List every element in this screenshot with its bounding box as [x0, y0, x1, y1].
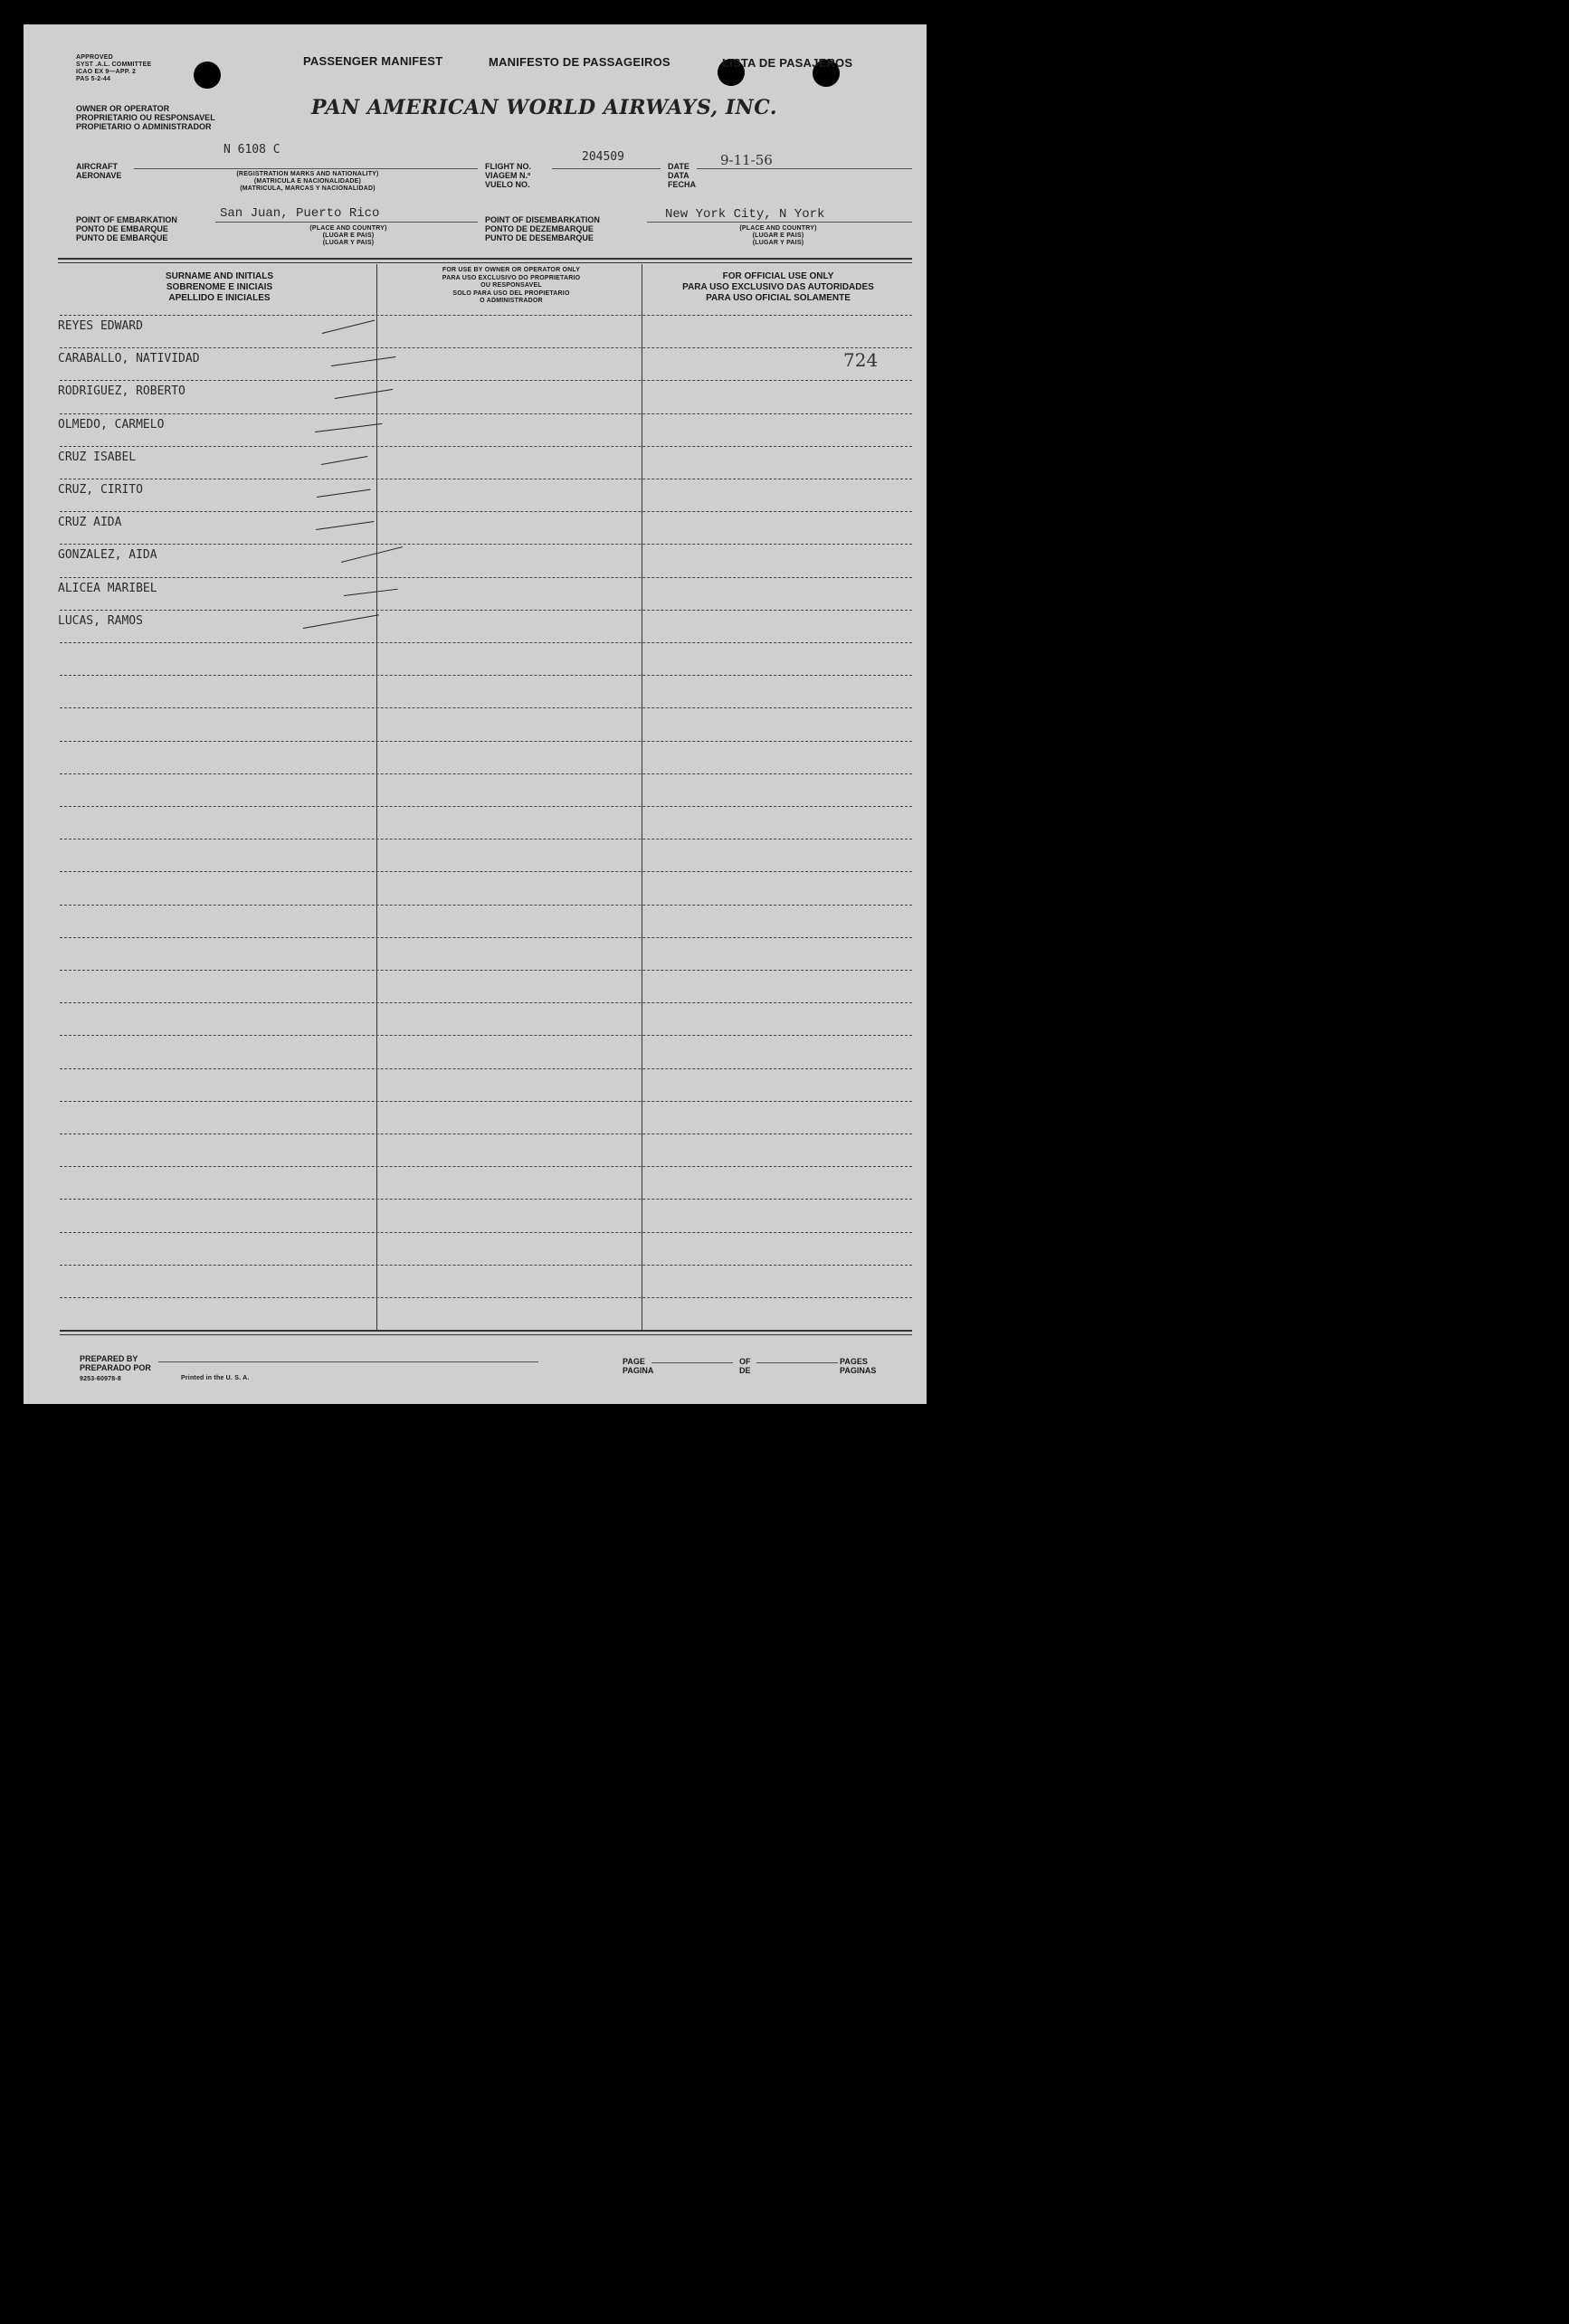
- column-header-surname-en: SURNAME AND INITIALS: [165, 271, 274, 281]
- disembarkation-label-es: PUNTO DE DESEMBARQUE: [485, 233, 594, 242]
- company-name: PAN AMERICAN WORLD AIRWAYS, INC.: [311, 96, 777, 119]
- title-en: PASSENGER MANIFEST: [303, 54, 443, 68]
- passenger-name: CRUZ AIDA: [58, 516, 122, 529]
- column-header-official-es: PARA USO OFICIAL SOLAMENTE: [706, 293, 851, 303]
- flight-label: [485, 162, 531, 189]
- disembarkation-sublabel-2: (LUGAR E PAIS): [752, 232, 804, 239]
- disembarkation-sublabel-3: (LUGAR Y PAIS): [752, 240, 804, 246]
- table-row-line: [60, 970, 912, 971]
- table-bottom-rule-1: [60, 1330, 912, 1332]
- table-row-line: [60, 1035, 912, 1036]
- prepared-label: [80, 1354, 151, 1372]
- of-label: [739, 1357, 751, 1375]
- page-line: [651, 1362, 733, 1363]
- passenger-name: RODRIGUEZ, ROBERTO: [58, 384, 185, 398]
- flight-label-pt: VIAGEM N.º: [485, 171, 531, 180]
- column-header-owner-2: PARA USO EXCLUSIVO DO PROPRIETARIO: [442, 274, 581, 281]
- aircraft-label: [76, 162, 121, 180]
- passenger-name: CRUZ, CIRITO: [58, 483, 143, 497]
- date-label: [668, 162, 696, 189]
- aircraft-line: [134, 168, 478, 169]
- aircraft-sublabel: [190, 171, 425, 193]
- embarkation-sublabel-2: (LUGAR E PAIS): [322, 232, 375, 239]
- pages-label-pt: PAGINAS: [840, 1366, 877, 1375]
- title-es: LISTA DE PASAJEROS: [722, 56, 853, 70]
- table-row-line: [60, 380, 912, 381]
- approval-line-4: PAS 5-2-44: [76, 76, 111, 82]
- official-entry: 724: [843, 349, 879, 371]
- passenger-name: REYES EDWARD: [58, 319, 143, 333]
- table-row-line: [60, 544, 912, 545]
- table-row-line: [60, 413, 912, 414]
- pages-label-en: PAGES: [840, 1357, 868, 1366]
- page-label-pt: PAGINA: [623, 1366, 654, 1375]
- date-value: 9-11-56: [720, 152, 773, 168]
- form-number: 9253-60978-8: [80, 1376, 121, 1382]
- table-row-line: [60, 741, 912, 742]
- column-header-surname: [118, 271, 321, 304]
- owner-label-es: PROPIETARIO O ADMINISTRADOR: [76, 122, 212, 131]
- aircraft-value: N 6108 C: [223, 143, 281, 157]
- aircraft-sublabel-1: (REGISTRATION MARKS AND NATIONALITY): [236, 171, 379, 177]
- page-label-en: PAGE: [623, 1357, 645, 1366]
- embarkation-sublabel-1: (PLACE AND COUNTRY): [309, 225, 387, 232]
- of-label-pt: DE: [739, 1366, 751, 1375]
- date-label-pt: DATA: [668, 171, 689, 180]
- table-row-line: [60, 511, 912, 512]
- table-row-line: [60, 1199, 912, 1200]
- approval-block: [76, 54, 151, 83]
- flight-label-en: FLIGHT NO.: [485, 162, 531, 171]
- prepared-line: [158, 1361, 538, 1362]
- passenger-name: ALICEA MARIBEL: [58, 582, 157, 595]
- page-label: [623, 1357, 653, 1375]
- date-label-en: DATE: [668, 162, 689, 171]
- aircraft-label-pt: AERONAVE: [76, 171, 122, 180]
- passenger-name: OLMEDO, CARMELO: [58, 418, 165, 432]
- column-header-official-en: FOR OFFICIAL USE ONLY: [722, 271, 834, 281]
- table-row-line: [60, 347, 912, 348]
- table-row-line: [60, 905, 912, 906]
- printed-in: Printed in the U. S. A.: [181, 1375, 250, 1381]
- owner-label-pt: PROPRIETARIO OU RESPONSAVEL: [76, 113, 215, 122]
- table-row-line: [60, 446, 912, 447]
- disembarkation-line: [647, 222, 912, 223]
- passenger-name: CRUZ ISABEL: [58, 451, 137, 464]
- table-row-line: [60, 577, 912, 578]
- embarkation-label-en: POINT OF EMBARKATION: [76, 215, 177, 224]
- flight-value: 204509: [582, 150, 624, 164]
- column-header-owner-4: SOLO PARA USO DEL PROPIETARIO: [452, 289, 570, 297]
- table-row-line: [60, 1297, 912, 1298]
- approval-line-2: SYST .A.L. COMMITTEE: [76, 62, 152, 68]
- column-header-surname-es: APELLIDO E INICIALES: [168, 293, 271, 303]
- title-pt: MANIFESTO DE PASSAGEIROS: [489, 55, 670, 69]
- table-row-line: [60, 675, 912, 676]
- table-row-line: [60, 1002, 912, 1003]
- table-row-line: [60, 1101, 912, 1102]
- table-row-line: [60, 806, 912, 807]
- passenger-name: GONZALEZ, AIDA: [58, 548, 157, 562]
- aircraft-sublabel-3: (MATRICULA, MARCAS Y NACIONALIDAD): [240, 185, 376, 192]
- column-header-official: [644, 271, 912, 304]
- column-header-official-pt: PARA USO EXCLUSIVO DAS AUTORIDADES: [682, 282, 874, 292]
- table-row-line: [60, 642, 912, 643]
- of-line: [756, 1362, 838, 1363]
- flight-line: [552, 168, 661, 169]
- table-row-line: [60, 773, 912, 774]
- passenger-name: LUCAS, RAMOS: [58, 614, 143, 628]
- date-line: [697, 168, 912, 169]
- column-header-owner-1: FOR USE BY OWNER OR OPERATOR ONLY: [442, 267, 581, 273]
- disembarkation-label-en: POINT OF DISEMBARKATION: [485, 215, 600, 224]
- embarkation-sublabel-3: (LUGAR Y PAIS): [322, 240, 375, 246]
- disembarkation-label: [485, 215, 600, 242]
- flight-label-es: VUELO NO.: [485, 180, 530, 189]
- table-row-line: [60, 1068, 912, 1069]
- column-header-owner-5: O ADMINISTRADOR: [480, 298, 543, 304]
- owner-label-en: OWNER OR OPERATOR: [76, 104, 170, 113]
- embarkation-sublabel: [271, 225, 425, 247]
- embarkation-label-pt: PONTO DE EMBARQUE: [76, 224, 168, 233]
- table-bottom-rule-2: [60, 1334, 912, 1335]
- table-row-line: [60, 1265, 912, 1266]
- prepared-label-en: PREPARED BY: [80, 1354, 138, 1363]
- table-row-line: [60, 1166, 912, 1167]
- table-row-line: [60, 937, 912, 938]
- of-label-en: OF: [739, 1357, 751, 1366]
- disembarkation-value: New York City, N York: [665, 207, 825, 222]
- aircraft-label-en: AIRCRAFT: [76, 162, 118, 171]
- owner-label: [76, 104, 215, 131]
- table-row-line: [60, 610, 912, 611]
- table-top-rule-2: [58, 262, 912, 263]
- punch-hole-1: [194, 62, 221, 89]
- table-row-line: [60, 871, 912, 872]
- disembarkation-label-pt: PONTO DE DEZEMBARQUE: [485, 224, 594, 233]
- table-row-line: [60, 315, 912, 316]
- disembarkation-sublabel: [701, 225, 855, 247]
- column-header-owner: [389, 267, 633, 306]
- column-header-owner-3: OU RESPONSAVEL: [480, 282, 542, 289]
- aircraft-sublabel-2: (MATRICULA E NACIONALIDADE): [253, 178, 362, 185]
- approval-line-3: ICAO EX 9—APP. 2: [76, 69, 137, 75]
- date-label-es: FECHA: [668, 180, 696, 189]
- column-header-surname-pt: SOBRENOME E INICIAIS: [166, 282, 273, 292]
- prepared-label-pt: PREPARADO POR: [80, 1363, 151, 1372]
- embarkation-line: [215, 222, 478, 223]
- table-row-line: [60, 1232, 912, 1233]
- disembarkation-sublabel-1: (PLACE AND COUNTRY): [739, 225, 817, 232]
- embarkation-value: San Juan, Puerto Rico: [220, 206, 380, 221]
- table-top-rule-1: [58, 258, 912, 260]
- embarkation-label-es: PUNTO DE EMBARQUE: [76, 233, 168, 242]
- embarkation-label: [76, 215, 177, 242]
- approval-line-1: APPROVED: [76, 54, 113, 61]
- table-row-line: [60, 707, 912, 708]
- passenger-name: CARABALLO, NATIVIDAD: [58, 352, 200, 365]
- pages-label: [840, 1357, 876, 1375]
